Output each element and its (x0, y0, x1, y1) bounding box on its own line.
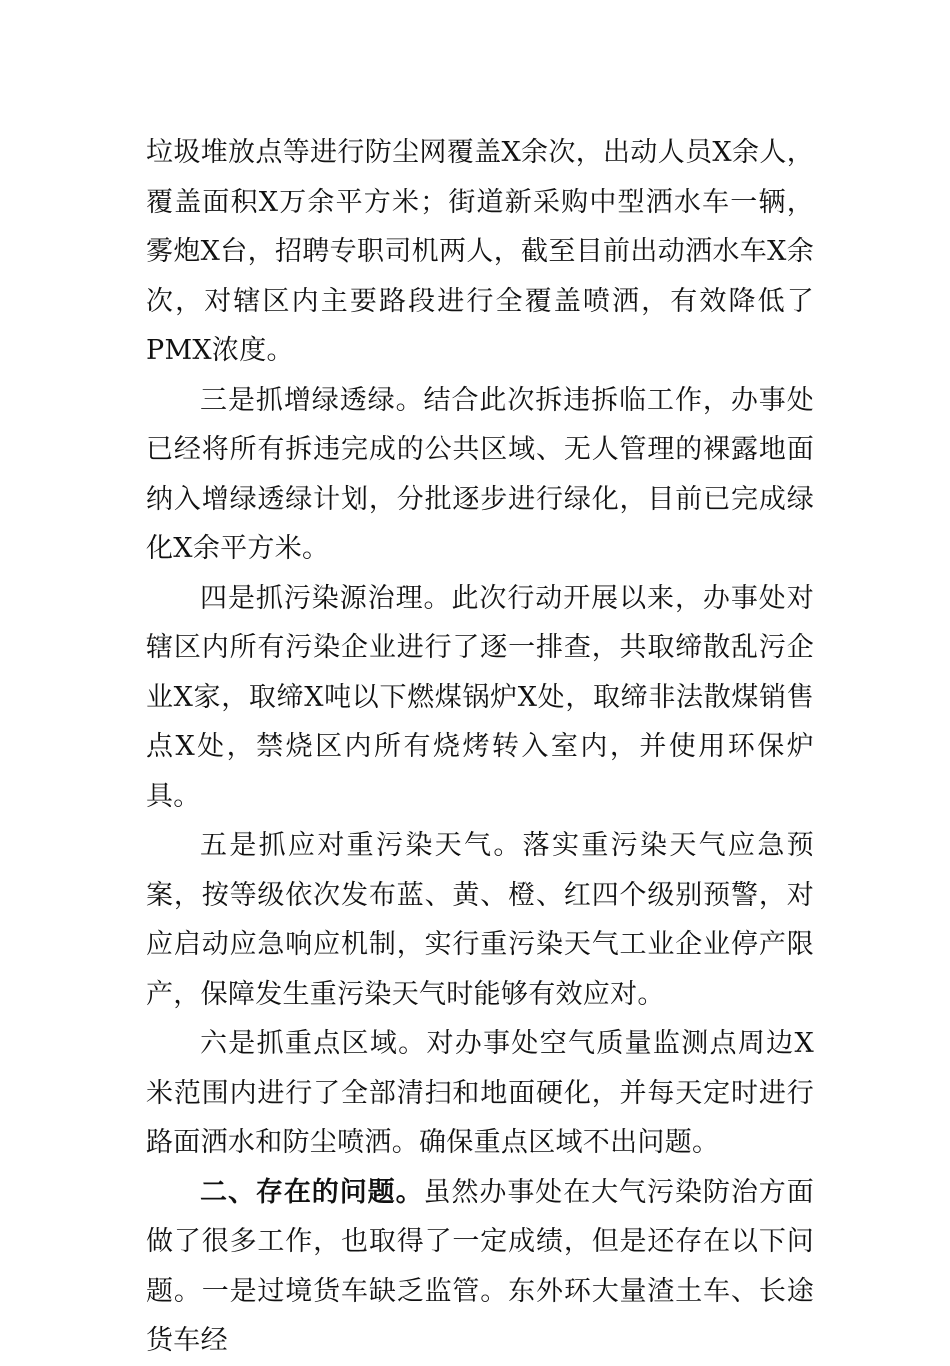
paragraph-key-areas: 六是抓重点区域。对办事处空气质量监测点周边X米范围内进行了全部清扫和地面硬化，并每天定时进行路面洒水和防尘喷洒。确保重点区域不出问题。 (146, 1028, 814, 1158)
paragraph-existing-problems (146, 1168, 814, 1366)
paragraph-heavy-pollution-weather: 五是抓应对重污染天气。落实重污染天气应急预案，按等级依次发布蓝、黄、橙、红四个级别预警，对应启动应急响应机制，实行重污染天气工业企业停产限产，保障发生重污染天气时能够有效应对。 (146, 830, 814, 1010)
paragraph-continuation: 垃圾堆放点等进行防尘网覆盖X余次，出动人员X余人，覆盖面积X万余平方米；街道新采购中型洒水车一辆，雾炮X台，招聘专职司机两人，截至目前出动洒水车X余次，对辖区内主要路段进行全覆盖喷洒，有效降低了PMX浓度。 (146, 137, 814, 366)
paragraph-pollution-source: 四是抓污染源治理。此次行动开展以来，办事处对辖区内所有污染企业进行了逐一排查，共取缔散乱污企业X家，取缔X吨以下燃煤锅炉X处，取缔非法散煤销售点X处，禁烧区内所有烧烤转入室内，并使用环保炉具。 (146, 582, 814, 812)
paragraph-greening: 三是抓增绿透绿。结合此次拆违拆临工作，办事处已经将所有拆违完成的公共区域、无人管理的裸露地面纳入增绿透绿计划，分批逐步进行绿化，目前已完成绿化X余平方米。 (146, 384, 814, 564)
paragraph-text: 虽然办事处在大气污染防治方面做了很多工作，也取得了一定成绩，但是还存在以下问题。一是过境货车缺乏监管。东外环大量渣土车、长途货车经 (146, 1176, 815, 1356)
section-heading: 二、存在的问题。 (200, 1176, 424, 1208)
document-body (146, 128, 814, 1366)
